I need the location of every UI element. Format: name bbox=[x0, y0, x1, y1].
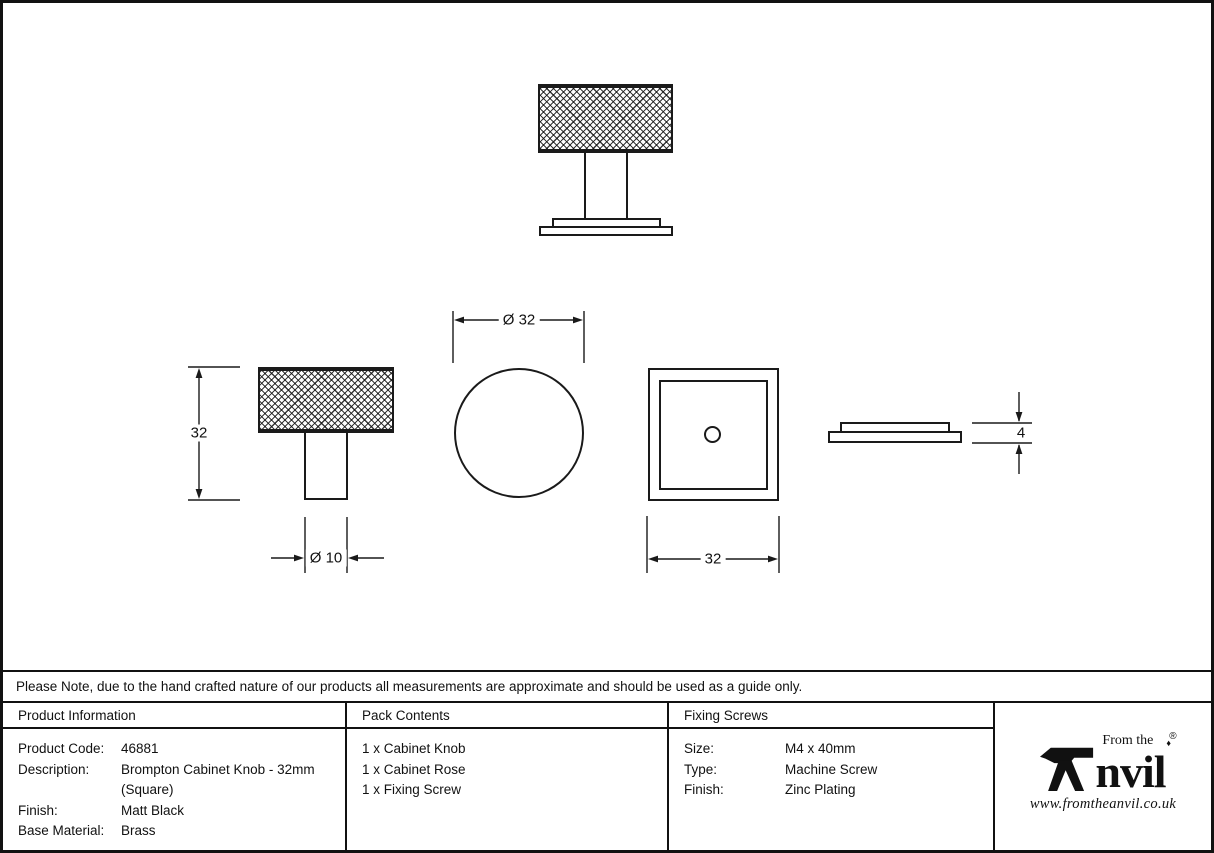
product-code-label: Product Code: bbox=[18, 741, 105, 756]
brand-prefix-text: From the bbox=[1102, 733, 1154, 748]
description-label: Description: bbox=[18, 761, 90, 777]
dimension-face-diameter: Ø 32 bbox=[499, 312, 540, 329]
pack-contents-cell bbox=[347, 703, 669, 850]
screw-finish-row bbox=[684, 780, 985, 801]
registered-mark: ® bbox=[1169, 731, 1177, 742]
product-information-header: Product Information bbox=[3, 703, 345, 729]
screw-size-row bbox=[684, 739, 985, 760]
from-the-anvil-logo bbox=[1040, 731, 1177, 797]
dimension-knob-height: 32 bbox=[187, 425, 212, 442]
brand-name-text: nvil bbox=[1095, 746, 1166, 797]
base-material-label: Base Material: bbox=[18, 823, 105, 838]
base-material-value: Brass bbox=[121, 823, 156, 838]
brand-logo-cell bbox=[995, 703, 1211, 850]
fixing-screws-header: Fixing Screws bbox=[669, 703, 993, 729]
anvil-icon bbox=[1040, 745, 1094, 792]
dimension-stem-diameter: Ø 10 bbox=[306, 550, 347, 567]
dimension-rose-width: 32 bbox=[701, 551, 726, 568]
screw-finish-label: Finish: bbox=[684, 782, 724, 797]
brand-website: www.fromtheanvil.co.uk bbox=[1029, 796, 1177, 812]
info-block bbox=[3, 670, 1211, 850]
screw-type-label: Type: bbox=[684, 761, 718, 777]
description-value: Brompton Cabinet Knob - 32mm (Square) bbox=[121, 761, 315, 797]
finish-row bbox=[18, 801, 337, 822]
pack-contents-header: Pack Contents bbox=[347, 703, 667, 729]
finish-value: Matt Black bbox=[121, 802, 185, 818]
finish-label: Finish: bbox=[18, 802, 58, 818]
pack-item: 1 x Cabinet Knob bbox=[362, 741, 466, 756]
screw-size-value: M4 x 40mm bbox=[785, 741, 856, 756]
screw-finish-value: Zinc Plating bbox=[785, 782, 856, 797]
pack-item: 1 x Cabinet Rose bbox=[362, 761, 466, 777]
screw-size-label: Size: bbox=[684, 741, 715, 756]
pack-item: 1 x Fixing Screw bbox=[362, 782, 462, 797]
base-material-row bbox=[18, 821, 337, 842]
fixing-screws-cell bbox=[669, 703, 995, 850]
product-information-cell bbox=[3, 703, 347, 850]
dimension-rose-thickness: 4 bbox=[1016, 424, 1026, 442]
screw-type-row bbox=[684, 760, 985, 781]
diamond-icon: ♦ bbox=[1166, 738, 1172, 748]
description-row bbox=[18, 760, 337, 801]
product-code-row bbox=[18, 739, 337, 760]
product-code-value: 46881 bbox=[121, 741, 159, 756]
screw-type-value: Machine Screw bbox=[785, 761, 878, 777]
measurement-note: Please Note, due to the hand crafted nature of our products all measurements are approximate and should be used as a guide only. bbox=[3, 672, 1211, 703]
